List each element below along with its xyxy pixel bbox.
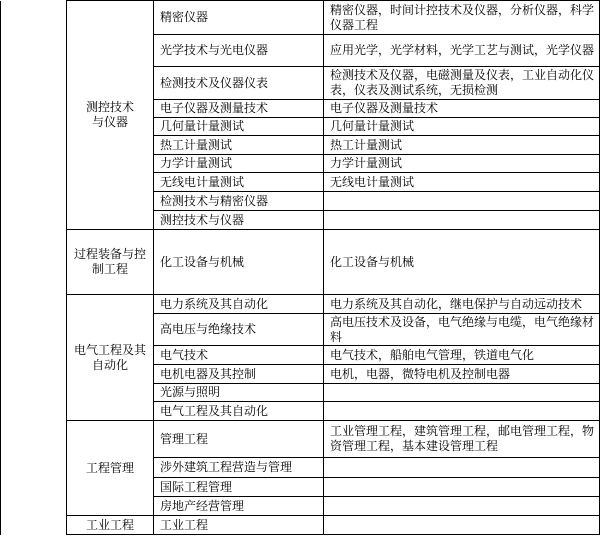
major-name-cell: 几何量计量测试 bbox=[154, 118, 324, 136]
major-name-cell: 检测技术及仪器仪表 bbox=[154, 67, 324, 100]
category-line: 测控技术 bbox=[85, 100, 134, 114]
table-row bbox=[1, 1, 600, 35]
major-name-cell: 管理工程 bbox=[154, 421, 324, 458]
related-majors-cell: 力学计量测试 bbox=[324, 155, 600, 173]
table-row bbox=[1, 230, 600, 295]
related-majors-cell: 电力系统及其自动化，继电保护与自动远动技术 bbox=[324, 295, 600, 314]
related-majors-cell: 检测技术及仪器，电磁测量及仪表，工业自动化仪表，仪表及测试系统，无损检测 bbox=[324, 67, 600, 100]
category-line: 电气工程及其 bbox=[73, 342, 146, 357]
major-name-cell: 电气技术 bbox=[154, 346, 324, 365]
category-cell: 工业工程 bbox=[67, 516, 154, 535]
related-majors-cell bbox=[324, 478, 600, 497]
table-row bbox=[1, 421, 600, 458]
category-line: 制工程 bbox=[91, 262, 128, 276]
category-line: 过程装备与控 bbox=[73, 247, 146, 261]
blank-left-column bbox=[1, 1, 67, 535]
related-majors-cell: 电子仪器及测量技术 bbox=[324, 100, 600, 118]
related-majors-cell: 精密仪器，时间计控技术及仪器，分析仪器，科学仪器工程 bbox=[324, 1, 600, 35]
related-majors-cell bbox=[324, 402, 600, 421]
major-name-cell: 电机电器及其控制 bbox=[154, 365, 324, 384]
major-name-cell: 化工设备与机械 bbox=[154, 230, 324, 295]
major-name-cell: 工业工程 bbox=[154, 516, 324, 535]
category-cell bbox=[67, 1, 154, 230]
major-name-cell: 涉外建筑工程营造与管理 bbox=[154, 458, 324, 478]
category-cell bbox=[67, 230, 154, 295]
related-majors-cell: 高电压技术及设备，电气绝缘与电缆，电气绝缘材料 bbox=[324, 314, 600, 346]
related-majors-cell bbox=[324, 192, 600, 211]
major-name-cell: 检测技术与精密仪器 bbox=[154, 192, 324, 211]
category-cell bbox=[67, 295, 154, 421]
related-majors-cell bbox=[324, 211, 600, 230]
related-majors-cell: 无线电计量测试 bbox=[324, 173, 600, 192]
related-majors-cell: 电机，电器，微特电机及控制电器 bbox=[324, 365, 600, 384]
major-name-cell: 高电压与绝缘技术 bbox=[154, 314, 324, 346]
related-majors-cell bbox=[324, 458, 600, 478]
related-majors-cell: 化工设备与机械 bbox=[324, 230, 600, 295]
major-name-cell: 无线电计量测试 bbox=[154, 173, 324, 192]
category-cell: 工程管理 bbox=[67, 421, 154, 516]
related-majors-cell: 热工计量测试 bbox=[324, 136, 600, 155]
major-name-cell: 测控技术与仪器 bbox=[154, 211, 324, 230]
related-majors-cell: 电气技术，船舶电气管理，铁道电气化 bbox=[324, 346, 600, 365]
related-majors-cell bbox=[324, 516, 600, 535]
major-name-cell: 光学技术与光电仪器 bbox=[154, 35, 324, 67]
related-majors-cell: 工业管理工程，建筑管理工程，邮电管理工程，物资管理工程，基本建设管理工程 bbox=[324, 421, 600, 458]
category-line: 自动化 bbox=[91, 357, 128, 372]
related-majors-cell bbox=[324, 384, 600, 402]
major-name-cell: 热工计量测试 bbox=[154, 136, 324, 155]
major-name-cell: 国际工程管理 bbox=[154, 478, 324, 497]
major-name-cell: 房地产经营管理 bbox=[154, 497, 324, 516]
table-row bbox=[1, 295, 600, 314]
related-majors-cell: 应用光学，光学材料，光学工艺与测试，光学仪器 bbox=[324, 35, 600, 67]
major-name-cell: 精密仪器 bbox=[154, 1, 324, 35]
major-name-cell: 光源与照明 bbox=[154, 384, 324, 402]
table-row bbox=[1, 516, 600, 535]
major-name-cell: 电气工程及其自动化 bbox=[154, 402, 324, 421]
major-name-cell: 电子仪器及测量技术 bbox=[154, 100, 324, 118]
related-majors-cell: 几何量计量测试 bbox=[324, 118, 600, 136]
major-name-cell: 力学计量测试 bbox=[154, 155, 324, 173]
major-name-cell: 电力系统及其自动化 bbox=[154, 295, 324, 314]
category-line: 与仪器 bbox=[91, 115, 128, 129]
related-majors-cell bbox=[324, 497, 600, 516]
